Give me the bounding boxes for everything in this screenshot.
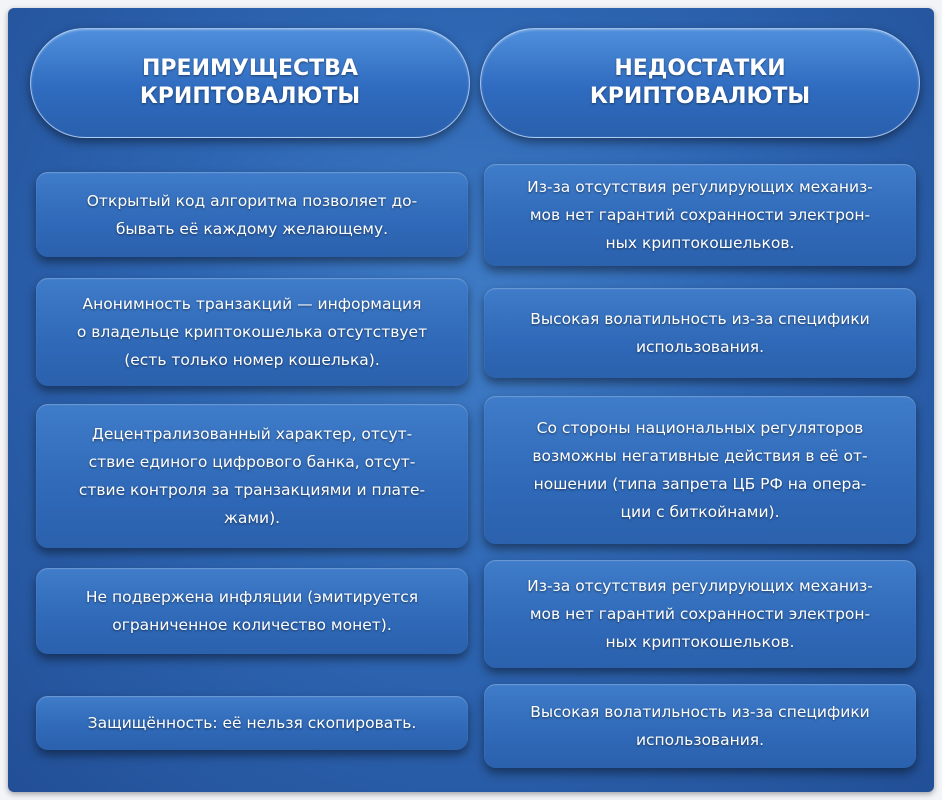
disadvantage-card-3: Со стороны национальных регуляторов возможны негативные действия в её от- ношении (типа запрета ЦБ РФ на опера- ции с биткойнами). [484,396,916,544]
advantage-card-1: Открытый код алгоритма позволяет до- бывать её каждому желающему. [36,172,468,257]
disadvantages-header: НЕДОСТАТКИ КРИПТОВАЛЮТЫ [480,28,920,138]
advantage-card-2: Анонимность транзакций — информация о владельце криптокошелька отсутствует (есть только номер кошелька). [36,278,468,386]
advantage-card-5: Защищённость: её нельзя скопировать. [36,696,468,750]
advantage-card-4: Не подвержена инфляции (эмитируется ограниченное количество монет). [36,568,468,654]
disadvantage-card-1: Из-за отсутствия регулирующих механиз- мов нет гарантий сохранности электрон- ных криптокошельков. [484,164,916,266]
advantages-header: ПРЕИМУЩЕСТВА КРИПТОВАЛЮТЫ [30,28,470,138]
advantage-card-3: Децентрализованный характер, отсут- ствие единого цифрового банка, отсут- ствие контроля за транзакциями и плате- жами). [36,404,468,548]
disadvantage-card-4: Из-за отсутствия регулирующих механиз- мов нет гарантий сохранности электрон- ных криптокошельков. [484,560,916,668]
disadvantage-card-5: Высокая волатильность из-за специфики использования. [484,684,916,768]
comparison-panel [8,8,934,792]
disadvantage-card-2: Высокая волатильность из-за специфики использования. [484,288,916,378]
